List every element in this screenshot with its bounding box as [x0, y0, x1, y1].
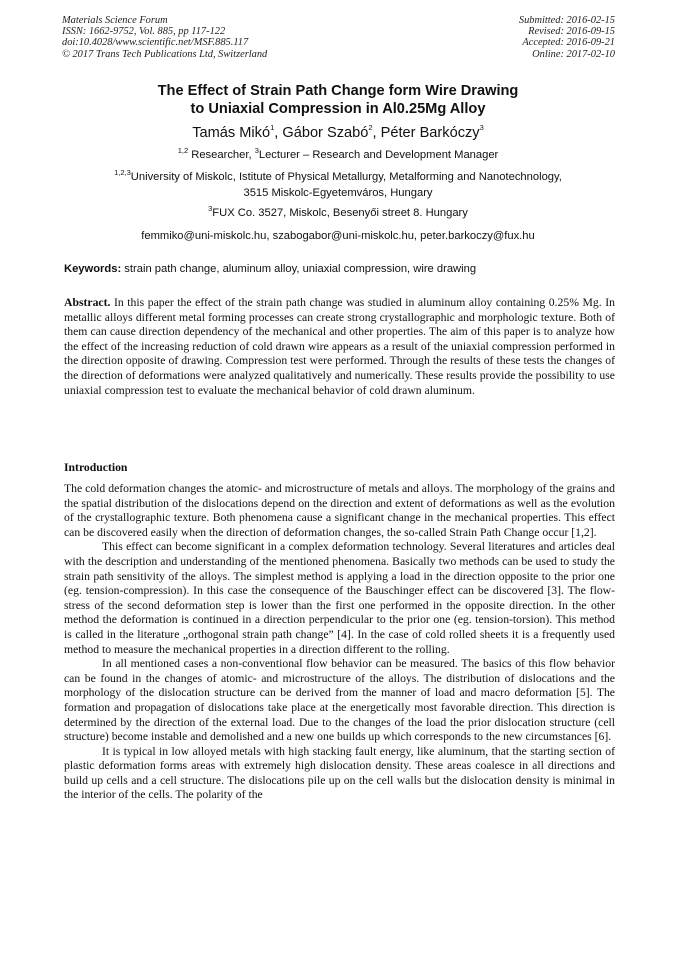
publication-dates [519, 15, 615, 60]
date-revised: Revised: 2016-09-15 [528, 26, 615, 38]
author-separator: , [372, 125, 381, 141]
author-roles [60, 145, 616, 164]
intro-paragraph: In all mentioned cases a non-conventional flow behavior can be measured. The basics of this flow behavior can be found in the changes of atomic- and microstructure of the alloys. The distribution of dislocations and the morphology of the dislocation structure can be derived from the manner of load and macro deformation [5]. The formation and propagation of dislocations take place at the energetically most favorable direction. This direction is determined by the direction of the external load. Due to the changes of the load the prior dislocation structure (cell structure) become instable and demolished and a new one builds up which corresponds to the new circumstances [6]. [64, 657, 615, 744]
author-list [60, 124, 616, 142]
affiliation-line-2: 3515 Miskolc-Egyetemváros, Hungary [243, 186, 433, 199]
keywords [64, 262, 476, 277]
journal-name: Materials Science Forum [62, 15, 168, 26]
affiliation-sup: 3 [208, 203, 213, 213]
journal-issn: ISSN: 1662-9752, Vol. 885, pp 117-122 [62, 26, 226, 38]
title-line-1: The Effect of Strain Path Change form Wire Drawing [157, 83, 519, 99]
abstract-label: Abstract. [64, 296, 111, 309]
author-name: Tamás Mikó [192, 125, 271, 141]
author-separator: , [274, 125, 283, 141]
role-sup: 3 [254, 145, 259, 155]
abstract-text: In this paper the effect of the strain path change was studied in aluminum alloy containing 0.25% Mg. In metallic alloys different metal forming processes can create strong crystallographic and morphologic texture. Both of them can cause direction dependency of the mechanical and other properties. The aim of this paper is to analyze how the effect of the increasing reduction of cold drawn wire appears as a result of the uniaxial compression performed in the direction opposite of drawing. Compression test were performed. Through the results of these tests the changes of the direction of deformations were analyzed qualitatively and numerically. These results provide the possibility to use uniaxial compression test to evaluate the mechanical behavior of cold drawn aluminum. [64, 296, 615, 397]
affiliation-university [60, 167, 616, 201]
section-heading-introduction: Introduction [64, 461, 128, 474]
date-submitted: Submitted: 2016-02-15 [518, 15, 615, 26]
role-text: Researcher, [188, 149, 255, 161]
author-name: Gábor Szabó [282, 125, 369, 141]
abstract [64, 296, 615, 398]
affiliation-sup: 1,2,3 [114, 167, 131, 177]
author-sup: 1 [270, 123, 275, 133]
keywords-text: strain path change, aluminum alloy, uniaxial compression, wire drawing [121, 263, 477, 275]
journal-copyright: © 2017 Trans Tech Publications Ltd, Switzerland [62, 48, 268, 60]
date-online: Online: 2017-02-10 [532, 48, 615, 60]
keywords-label: Keywords: [64, 263, 122, 275]
affiliation-line-1: University of Miskolc, Istitute of Physical Metallurgy, Metalforming and Nanotechnology, [130, 171, 562, 183]
author-sup: 2 [368, 123, 373, 133]
role-sup: 1,2 [177, 145, 189, 155]
intro-paragraph: It is typical in low alloyed metals with high stacking fault energy, like aluminum, that the starting section of plastic deformation forms areas with extremely high dislocation density. These areas coalesce in all directions and build up cells and a cell structure. The dislocations pile up on the cell walls but the dislocation density is minimal in the interior of the cells. The polarity of the [64, 744, 615, 802]
title-line-2: to Uniaxial Compression in Al0.25Mg Alloy [190, 101, 486, 117]
intro-paragraph: The cold deformation changes the atomic- and microstructure of metals and alloys. The morphology of the grains and the spatial distribution of the dislocations depend on the direction and extent of deformations as well as the evolution of the crystallographic texture. Both phenomena cause a significant change in the mechanical properties. This effect can be discovered easily when the direction of deformation changes, the so-called Strain Path Change occur [1,2]. [64, 482, 615, 539]
journal-doi: doi:10.4028/www.scientific.net/MSF.885.117 [62, 37, 249, 49]
intro-paragraph: This effect can become significant in a complex deformation technology. Several literatures and articles deal with the description and understanding of the mentioned phenomena. Basically two methods can be used to study the strain path sensitivity of the alloys. The simplest method is applying a load in the direction opposite to the prior one (eg. tension-compression). In this case the consequence of the Bauschinger effect can be discovered [3]. The flow-stress of the second deformation step is lower than the first one performed in the opposite direction. In the other method the deformation is continued in a direction perpendicular to the prior one (eg. tension-torsion). This method is called in the literature „orthogonal strain path change” [4]. In the case of cold rolled sheets it is a frequently used method to measure the mechanical properties in a direction different to the rolling. [64, 540, 615, 656]
affiliation-text: FUX Co. 3527, Miskolc, Besenyői street 8. Hungary [212, 207, 468, 219]
author-sup: 3 [479, 123, 484, 133]
date-accepted: Accepted: 2016-09-21 [522, 37, 615, 49]
author-name: Péter Barkóczy [380, 125, 480, 141]
paper-title [60, 82, 616, 118]
role-text: Lecturer – Research and Development Manager [258, 149, 499, 161]
author-emails: femmiko@uni-miskolc.hu, szabogabor@uni-miskolc.hu, peter.barkoczy@fux.hu [141, 230, 535, 242]
introduction-body [64, 482, 615, 803]
journal-info [62, 15, 267, 60]
affiliation-company [60, 203, 616, 222]
